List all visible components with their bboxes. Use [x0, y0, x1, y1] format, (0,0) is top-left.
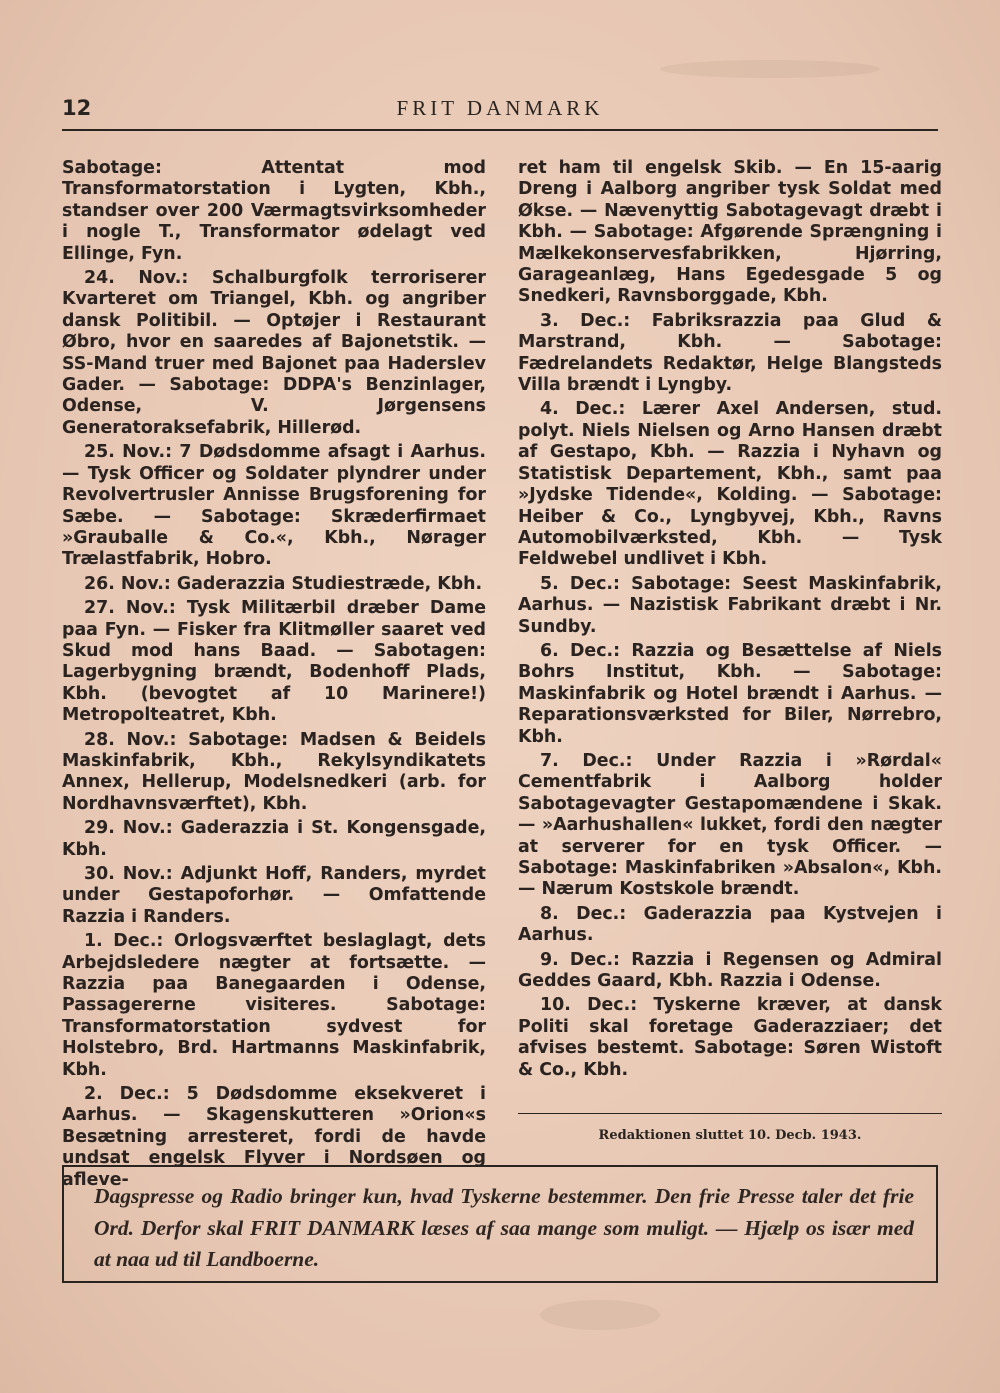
- page-number: 12: [62, 96, 92, 120]
- running-title: FRIT DANMARK: [396, 96, 604, 120]
- chronicle-entry: 3. Dec.: Fabriksrazzia paa Glud & Marstrand, Kbh. — Sabotage: Fædrelandets Redaktør, Helge Blangsteds Villa brændt i Lyngby.: [518, 310, 942, 396]
- header-rule: [62, 129, 938, 131]
- right-column: [518, 158, 942, 1084]
- section-end-rule: [518, 1113, 942, 1114]
- page-header: [62, 96, 938, 126]
- chronicle-entry: 7. Dec.: Under Razzia i »Rørdal« Cementfabrik i Aalborg holder Sabotagevagter Gestapomændene i Skak. — »Aarhushallen« lukket, fordi den nægter at serverer for en tysk Officer. — Sabotage: Maskinfabriken »Absalon«, Kbh. — Nærum Kostskole brændt.: [518, 750, 942, 900]
- chronicle-entry: 24. Nov.: Schalburgfolk terroriserer Kvarteret om Triangel, Kbh. og angriber dansk Politibil. — Optøjer i Restaurant Øbro, hvor en saaredes af Bajonetstik. — SS-Mand truer med Bajonet paa Haderslev Gader. — Sabotage: DDPA's Benzinlager, Odense, V. Jørgensens Generatoraksefabrik, Hillerød.: [62, 268, 486, 438]
- notice-box: [62, 1165, 938, 1283]
- chronicle-entry: 10. Dec.: Tyskerne kræver, at dansk Politi skal foretage Gaderazziaer; det afvises bestemt. Sabotage: Søren Wistoft & Co., Kbh.: [518, 995, 942, 1080]
- chronicle-entry: Sabotage: Attentat mod Transformatorstation i Lygten, Kbh., standser over 200 Værmagtsvirksomheder i nogle T., Transformator ødelagt ved Ellinge, Fyn.: [62, 158, 486, 264]
- chronicle-entry: 1. Dec.: Orlogsværftet beslaglagt, dets Arbejdsledere nægter at fortsætte. — Razzia paa Banegaarden i Odense, Passagererne visiteres. Sabotage: Transformatorstation sydvest for Holstebro, Brd. Hartmanns Maskinfabrik, Kbh.: [62, 931, 486, 1080]
- paper-stain: [660, 60, 880, 78]
- chronicle-entry: 4. Dec.: Lærer Axel Andersen, stud. polyt. Niels Nielsen og Arno Hansen dræbt af Gestapo, Kbh. — Razzia i Nyhavn og Statistisk Departement, Kbh., samt paa »Jydske Tidende«, Kolding. — Sabotage: Heiber & Co., Lyngbyvej, Kbh., Ravns Automobilværksted, Kbh. — Tysk Feldwebel undlivet i Kbh.: [518, 399, 942, 570]
- left-column: [62, 158, 486, 1194]
- chronicle-entry: 25. Nov.: 7 Dødsdomme afsagt i Aarhus. — Tysk Officer og Soldater plyndrer under Revolvertrusler Annisse Brugsforening for Sæbe. — Sabotage: Skræderfirmaet »Grauballe & Co.«, Kbh., Nørager Trælastfabrik, Hobro.: [62, 442, 486, 570]
- paper-stain: [540, 1300, 660, 1330]
- chronicle-entry: 28. Nov.: Sabotage: Madsen & Beidels Maskinfabrik, Kbh., Rekylsyndikatets Annex, Hellerup, Modelsnedkeri (arb. for Nordhavnsværftet), Kbh.: [62, 729, 486, 814]
- notice-text: Dagspresse og Radio bringer kun, hvad Tyskerne bestemmer. Den frie Presse taler det frie Ord. Derfor skal FRIT DANMARK læses af saa mange som muligt. — Hjælp os især med at naa ud til Landboerne.: [94, 1184, 914, 1271]
- chronicle-entry: 8. Dec.: Gaderazzia paa Kystvejen i Aarhus.: [518, 903, 942, 946]
- chronicle-entry: 29. Nov.: Gaderazzia i St. Kongensgade, Kbh.: [62, 818, 486, 860]
- chronicle-entry: 6. Dec.: Razzia og Besættelse af Niels Bohrs Institut, Kbh. — Sabotage: Maskinfabrik og Hotel brændt i Aarhus. — Reparationsværksted for Biler, Nørrebro, Kbh.: [518, 640, 942, 747]
- chronicle-entry: 5. Dec.: Sabotage: Seest Maskinfabrik, Aarhus. — Nazistisk Fabrikant dræbt i Nr. Sundby.: [518, 573, 942, 637]
- editorial-note: Redaktionen sluttet 10. Decb. 1943.: [598, 1128, 862, 1143]
- chronicle-entry: 2. Dec.: 5 Dødsdomme eksekveret i Aarhus. — Skagenskutteren »Orion«s Besætning arresteret, fordi de havde undsat engelsk Flyver i Nordsøen og afleve-: [62, 1084, 486, 1190]
- chronicle-entry: 30. Nov.: Adjunkt Hoff, Randers, myrdet under Gestapoforhør. — Omfattende Razzia i Randers.: [62, 864, 486, 927]
- chronicle-entry: 26. Nov.: Gaderazzia Studiestræde, Kbh.: [84, 573, 483, 594]
- chronicle-entry: 27. Nov.: Tysk Militærbil dræber Dame paa Fyn. — Fisker fra Klitmøller saaret ved Skud mod hans Baad. — Sabotagen: Lagerbygning brændt, Bodenhoff Plads, Kbh. (bevogtet af 10 Marinere!) Metropolteatret, Kbh.: [62, 598, 486, 726]
- chronicle-entry: ret ham til engelsk Skib. — En 15-aarig Dreng i Aalborg angriber tysk Soldat med Økse. — Nævenyttig Sabotagevagt dræbt i Kbh. — Sabotage: Afgørende Sprængning i Mælkekonservesfabrikken, Hjørring, Garageanlæg, Hans Egedesgade 5 og Snedkeri, Ravnsborggade, Kbh.: [518, 158, 942, 307]
- chronicle-entry: 9. Dec.: Razzia i Regensen og Admiral Geddes Gaard, Kbh. Razzia i Odense.: [518, 949, 942, 992]
